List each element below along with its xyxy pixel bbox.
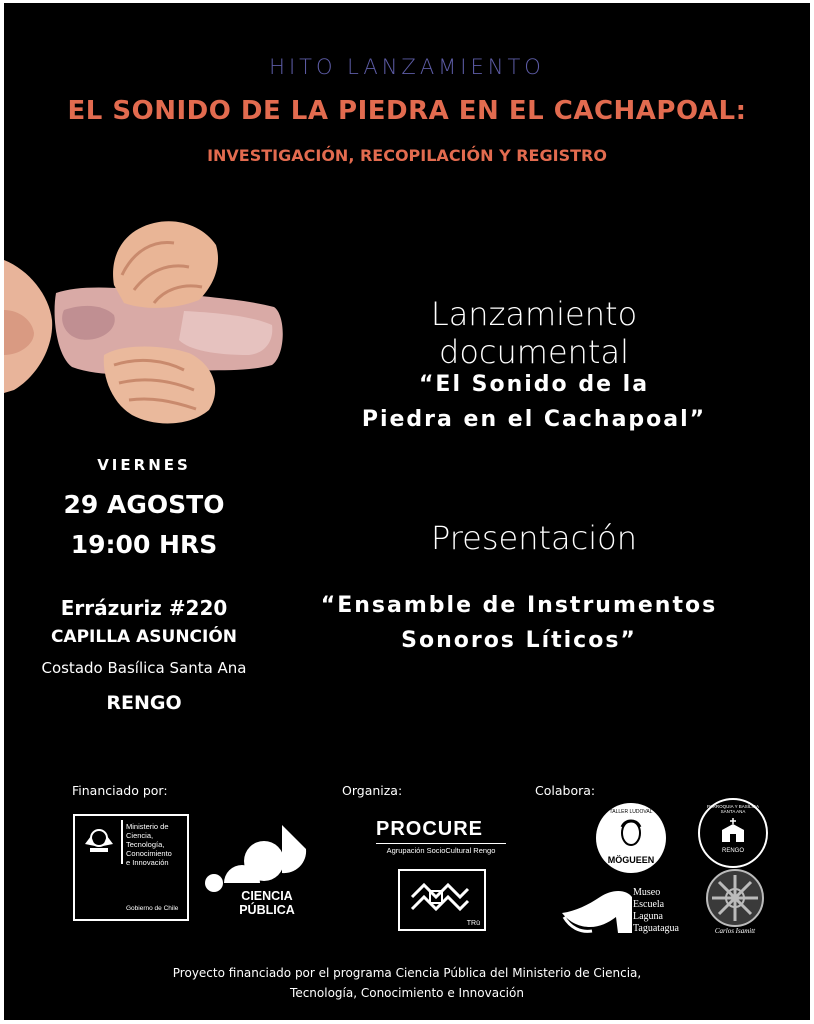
taller-label: TALLER LUDOVAL [609, 809, 653, 815]
taller-mogueen-logo [596, 803, 666, 873]
documental-title [344, 367, 724, 437]
tru-logo [398, 869, 486, 931]
footer-text [4, 963, 810, 1003]
mastodon-icon [556, 883, 634, 939]
event-time: 19:00 HRS [70, 530, 218, 559]
documental-title-line2: Piedra en el Cachapoal” [361, 407, 707, 432]
kicker-text: HITO LANZAMIENTO [269, 55, 545, 79]
event-date: 29 AGOSTO [63, 490, 225, 519]
financiado-label: Financiado por: [72, 783, 168, 798]
event-day: VIERNES [97, 456, 191, 474]
isamitt-label: Carlos Isamitt [714, 927, 756, 935]
ciencia-publica-line1: CIENCIA [241, 889, 293, 903]
event-address-note: Costado Basílica Santa Ana [41, 659, 247, 677]
documental-heading: Lanzamiento documental [430, 295, 638, 371]
ministerio-line: Ministerio de [126, 822, 169, 831]
presentacion-heading: Presentación [430, 519, 637, 557]
ministerio-divider [121, 820, 123, 864]
tru-label: TRü [466, 920, 480, 927]
procure-subtitle: Agrupación SocioCultural Rengo [376, 843, 506, 855]
ministerio-logo [73, 814, 189, 921]
organiza-label: Organiza: [342, 783, 403, 798]
tru-pattern-icon [408, 877, 472, 917]
museo-line: Laguna [633, 911, 663, 922]
presentacion-title-line1: “Ensamble de Instrumentos [320, 593, 718, 618]
ministerio-line: e Innovación [126, 858, 169, 867]
museo-line: Escuela [633, 899, 665, 910]
event-address-venue: CAPILLA ASUNCIÓN [50, 627, 238, 647]
event-city: RENGO [106, 692, 182, 714]
isamitt-emblem-icon [704, 867, 766, 929]
parroquia-city: RENGO [721, 848, 744, 854]
documental-title-line1: “El Sonido de la [418, 372, 650, 397]
hands-stone-illustration [4, 215, 294, 435]
ministerio-line: Tecnología, [126, 840, 165, 849]
museo-line: Museo [633, 887, 661, 898]
ciencia-publica-icon [202, 813, 314, 893]
church-icon [716, 816, 750, 844]
mogueen-label: MÖGUEEN [607, 855, 655, 865]
gobierno-text: Gobierno de Chile [126, 905, 179, 912]
subtitle: INVESTIGACIÓN, RECOPILACIÓN Y REGISTRO [207, 146, 607, 165]
poster [4, 3, 810, 1020]
museo-line: Taguatagua [633, 923, 679, 934]
face-icon [616, 817, 646, 847]
procure-logo: PROCURE [376, 818, 484, 840]
presentacion-title-line2: Sonoros Líticos” [401, 628, 637, 653]
ciencia-publica-text [222, 889, 312, 917]
ministerio-line: Conocimiento [126, 849, 172, 858]
colabora-label: Colabora: [535, 783, 596, 798]
parroquia-label: PARROQUIA Y BASÍLICA SANTA ANA [706, 804, 760, 814]
footer-line2: Tecnología, Conocimiento e Innovación [290, 986, 524, 1000]
event-address-street: Errázuriz #220 [60, 596, 228, 620]
presentacion-title [294, 588, 744, 658]
main-title: EL SONIDO DE LA PIEDRA EN EL CACHAPOAL: [67, 96, 747, 126]
museo-text [633, 887, 679, 935]
ministerio-text [126, 822, 172, 867]
chile-coat-of-arms-icon [81, 824, 117, 856]
ciencia-publica-line2: PÚBLICA [239, 903, 295, 917]
footer-line1: Proyecto financiado por el programa Ciencia Pública del Ministerio de Ciencia, [172, 966, 642, 980]
parroquia-logo [698, 798, 768, 868]
ministerio-line: Ciencia, [126, 831, 154, 840]
